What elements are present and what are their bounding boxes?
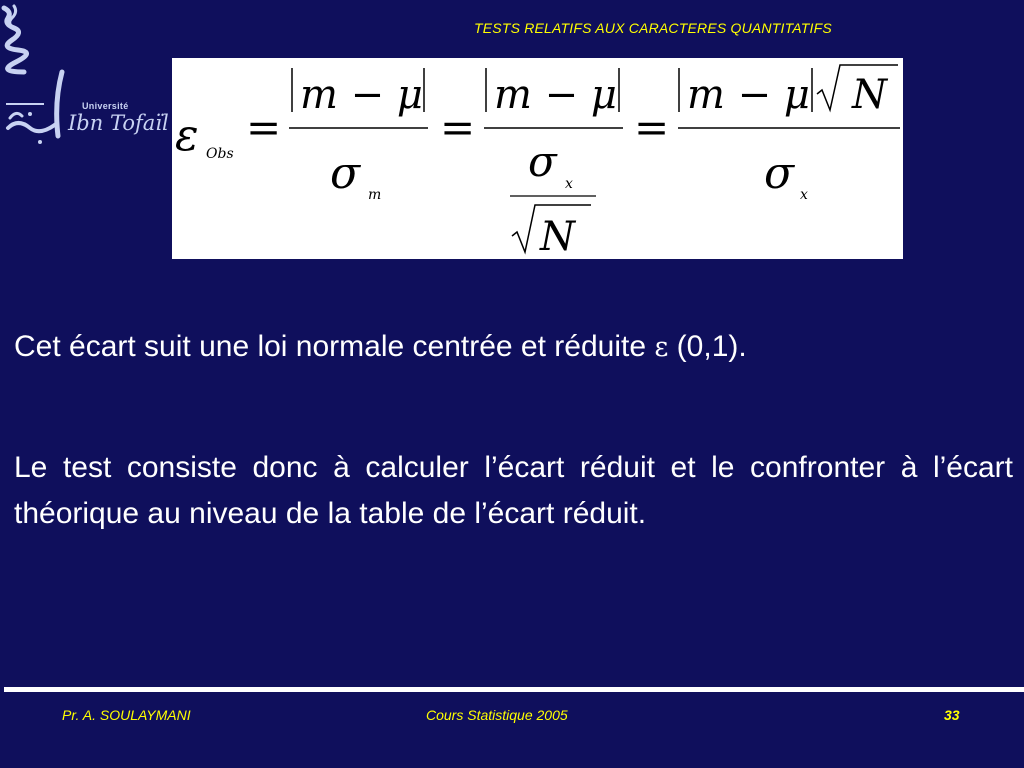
footer-course: Cours Statistique 2005 [426, 707, 568, 723]
fraction-2-root-n: N [540, 214, 575, 259]
fraction-2-sigma: σ [528, 137, 557, 186]
paragraph-distribution-end: (0,1). [668, 330, 747, 363]
footer-page-number: 33 [944, 707, 960, 723]
header-title: TESTS RELATIFS AUX CARACTERES QUANTITATIFS [474, 20, 832, 36]
paragraph-distribution [14, 329, 1014, 366]
fraction-3 [678, 65, 900, 203]
footer-author: Pr. A. SOULAYMANI [62, 707, 191, 723]
epsilon-inline-symbol: ε [654, 332, 669, 363]
fraction-3-denominator: σ [764, 148, 795, 199]
paragraph-distribution-text: Cet écart suit une loi normale centrée et réduite [14, 330, 655, 363]
logo-name: Ibn Tofaïl [68, 111, 169, 135]
footer-divider [4, 687, 1024, 692]
fraction-2 [484, 68, 623, 259]
logo-graphic [0, 0, 150, 160]
fraction-1-denominator-subscript: m [368, 187, 382, 203]
university-logo [0, 0, 169, 160]
formula-box [172, 58, 903, 259]
fraction-1-denominator: σ [330, 148, 361, 199]
epsilon-subscript: Obs [206, 146, 234, 162]
fraction-1 [289, 68, 428, 203]
epsilon-symbol: ε [175, 110, 199, 161]
paragraph-test-description: Le test consiste donc à calculer l’écart réduit et le confronter à l’écart théorique au niveau de la table de l’écart réduit. [14, 451, 1013, 530]
formula-equation [172, 58, 903, 259]
fraction-2-numerator: m − μ [494, 72, 617, 118]
fraction-2-sigma-subscript: x [565, 176, 573, 192]
fraction-3-root-n: N [852, 72, 887, 118]
fraction-3-numerator: m − μ [687, 72, 810, 118]
equals-sign: = [440, 103, 476, 152]
fraction-1-numerator: m − μ [300, 72, 423, 118]
logo-university-label: Université [82, 101, 129, 111]
equals-sign: = [246, 103, 282, 152]
fraction-3-denominator-subscript: x [800, 187, 808, 203]
equals-sign: = [634, 103, 670, 152]
